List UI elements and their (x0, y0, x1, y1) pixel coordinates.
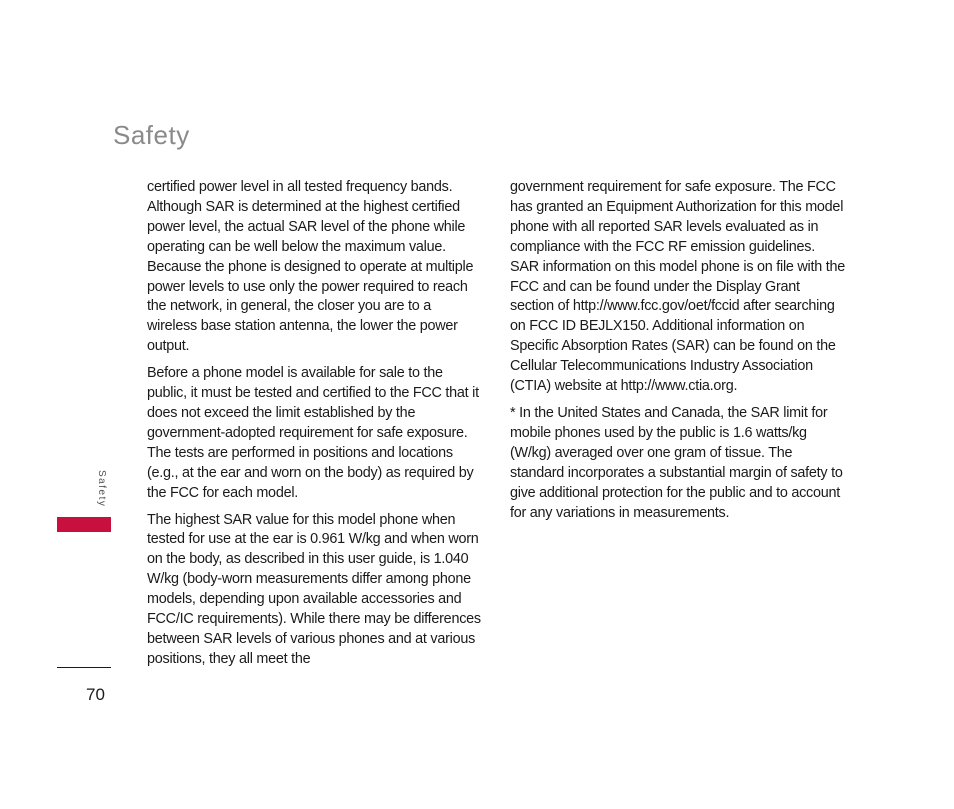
footer-divider (57, 667, 111, 668)
left-column (147, 178, 482, 677)
page-title: Safety (113, 120, 190, 151)
side-tab-label: Safety (96, 470, 107, 508)
paragraph-sar-limit-note: * In the United States and Canada, the SAR limit for mobile phones used by the public is 1.6 watts/kg (W/kg) averaged over one gram of tissue. The standard incorporates a substantial margin of safety to give additional protection for the public and to account for any variations in measurements. (510, 404, 843, 521)
paragraph-fcc-certification: Before a phone model is available for sale to the public, it must be tested and certified to the FCC that it does not exceed the limit established by the government-adopted requirement for safe exposure. The tests are performed in positions and locations (e.g., at the ear and worn on the body) as required by the FCC for each model. (147, 365, 479, 501)
paragraph-highest-sar-value: The highest SAR value for this model phone when tested for use at the ear is 0.961 W/kg and when worn on the body, as described in this user guide, is 1.040 W/kg (body-worn measurements differ among phone models, depending upon available accessories and FCC/IC requirements). While there may be differences between SAR levels of various phones and at various positions, they all meet the (147, 511, 481, 667)
paragraph-fcc-authorization: government requirement for safe exposure. The FCC has granted an Equipment Authorization for this model phone with all reported SAR levels evaluated as in compliance with the FCC RF emission guidelines. SAR information on this model phone is on file with the FCC and can be found under the Display Grant section of http://www.fcc.gov/oet/fccid after searching on FCC ID BEJLX150. Additional information on Specific Absorption Rates (SAR) can be found on the Cellular Telecommunications Industry Association (CTIA) website at http://www.ctia.org. (510, 179, 846, 395)
side-tab-bar (57, 517, 111, 532)
page-number: 70 (86, 685, 105, 704)
right-column (510, 178, 845, 530)
paragraph-sar-power-level: certified power level in all tested frequency bands. Although SAR is determined at the highest certified power level, the actual SAR level of the phone while operating can be well below the maximum value. Because the phone is designed to operate at multiple power levels to use only the power required to reach the network, in general, the closer you are to a wireless base station antenna, the lower the power output. (147, 179, 474, 355)
